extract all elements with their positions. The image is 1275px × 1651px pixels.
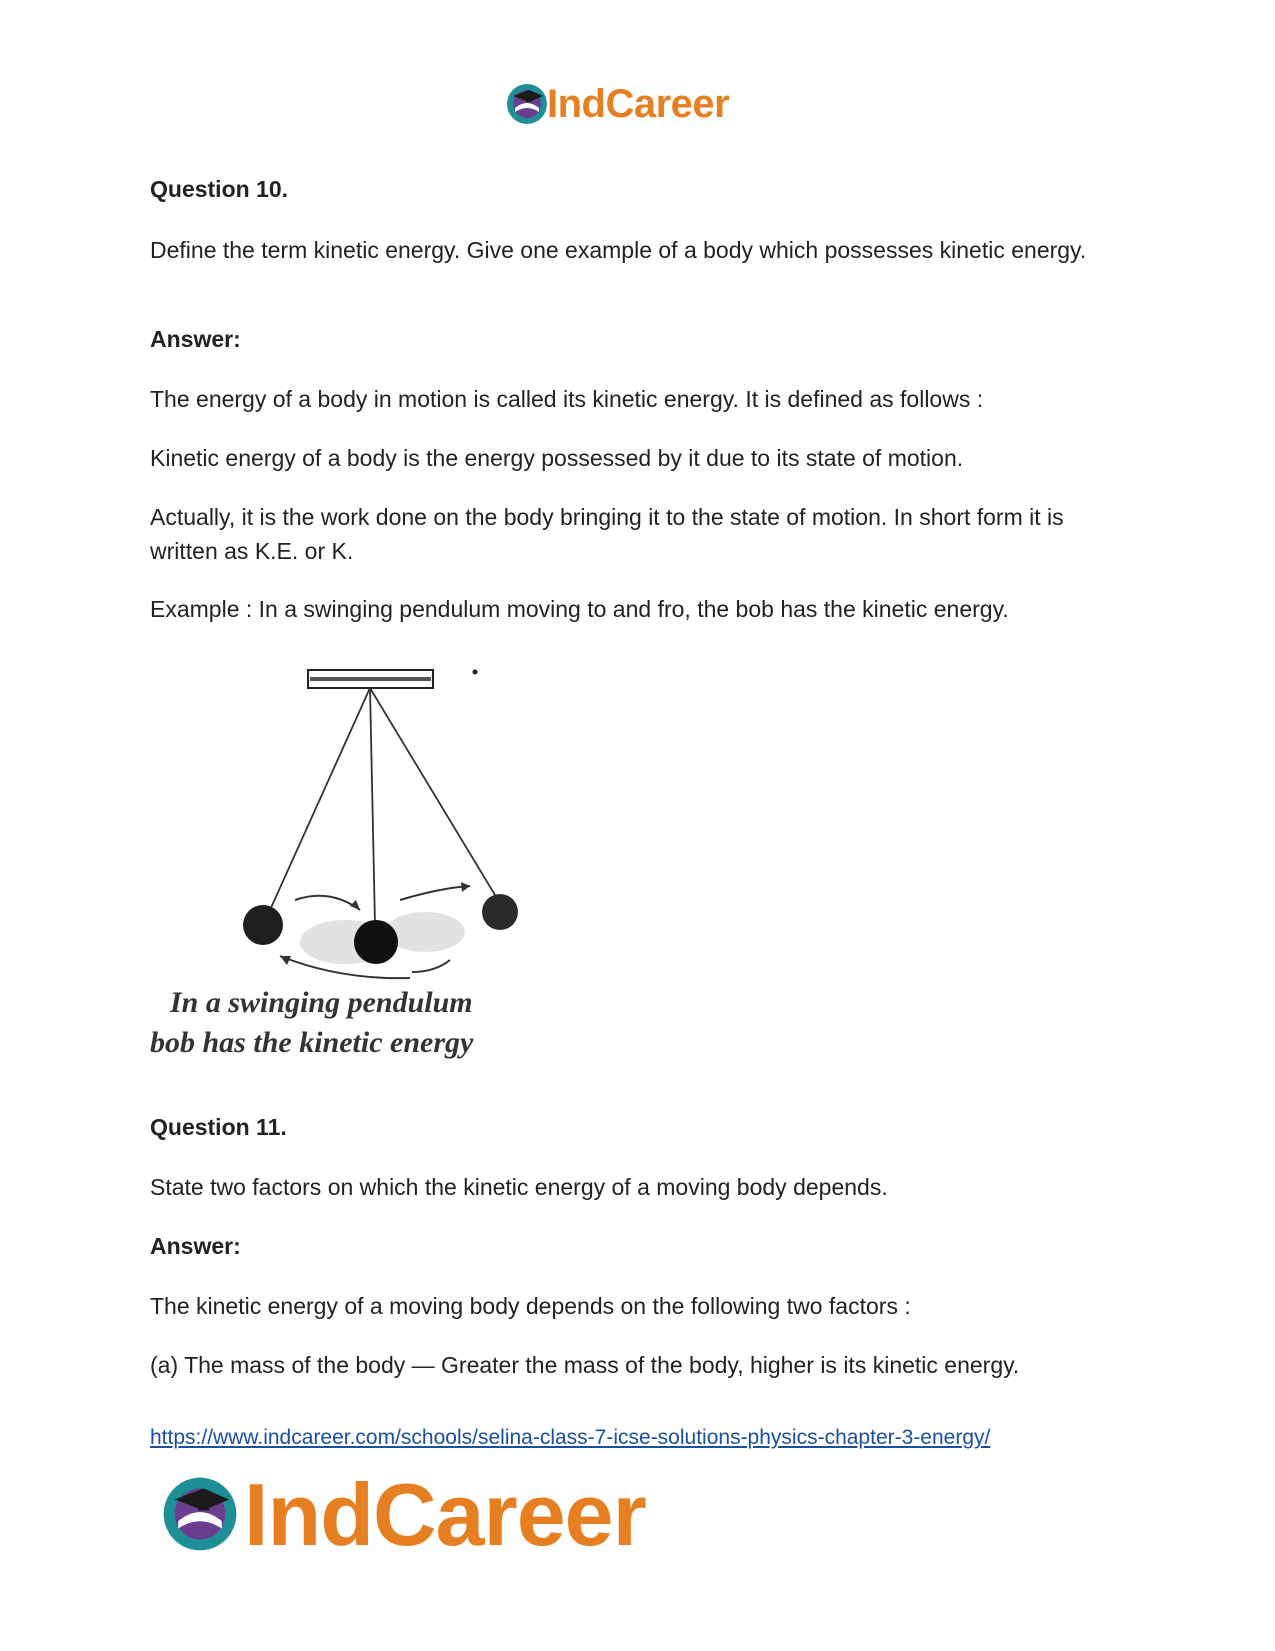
question-11-text: State two factors on which the kinetic energy of a moving body depends.	[150, 1174, 888, 1200]
answer-11-p2: (a) The mass of the body — Greater the mass of the body, higher is its kinetic energy.	[150, 1352, 1020, 1378]
figure-caption-line1: In a swinging pendulum	[170, 986, 473, 1019]
logo-wordmark: IndCareer	[244, 1465, 646, 1564]
question-10-title: Question 10.	[150, 176, 289, 202]
figure-caption-line2: bob has the kinetic energy	[150, 1026, 474, 1059]
answer-10-p3: Actually, it is the work done on the body bringing it to the state of motion. In short form it is written as K.E. or K.	[150, 504, 1064, 564]
question-10-text: Define the term kinetic energy. Give one example of a body which possesses kinetic energy.	[150, 237, 1087, 263]
graduation-cap-icon	[505, 82, 549, 126]
question-11-title: Question 11.	[150, 1114, 287, 1140]
answer-11-p1: The kinetic energy of a moving body depends on the following two factors :	[150, 1293, 911, 1319]
pendulum-figure	[150, 660, 540, 1080]
footer-logo	[160, 1465, 700, 1564]
answer-10-label: Answer:	[150, 326, 241, 352]
logo-wordmark: IndCareer	[547, 82, 730, 126]
graduation-cap-icon	[160, 1474, 240, 1554]
header-logo	[505, 78, 775, 130]
pendulum-illustration	[150, 660, 540, 1000]
answer-11-label: Answer:	[150, 1233, 241, 1259]
answer-10-p4: Example : In a swinging pendulum moving to and fro, the bob has the kinetic energy.	[150, 596, 1009, 622]
answer-10-p2: Kinetic energy of a body is the energy possessed by it due to its state of motion.	[150, 445, 964, 471]
source-url-link[interactable]: https://www.indcareer.com/schools/selina-class-7-icse-solutions-physics-chapter-3-energy/	[150, 1426, 991, 1449]
answer-10-p1: The energy of a body in motion is called its kinetic energy. It is defined as follows :	[150, 386, 984, 412]
